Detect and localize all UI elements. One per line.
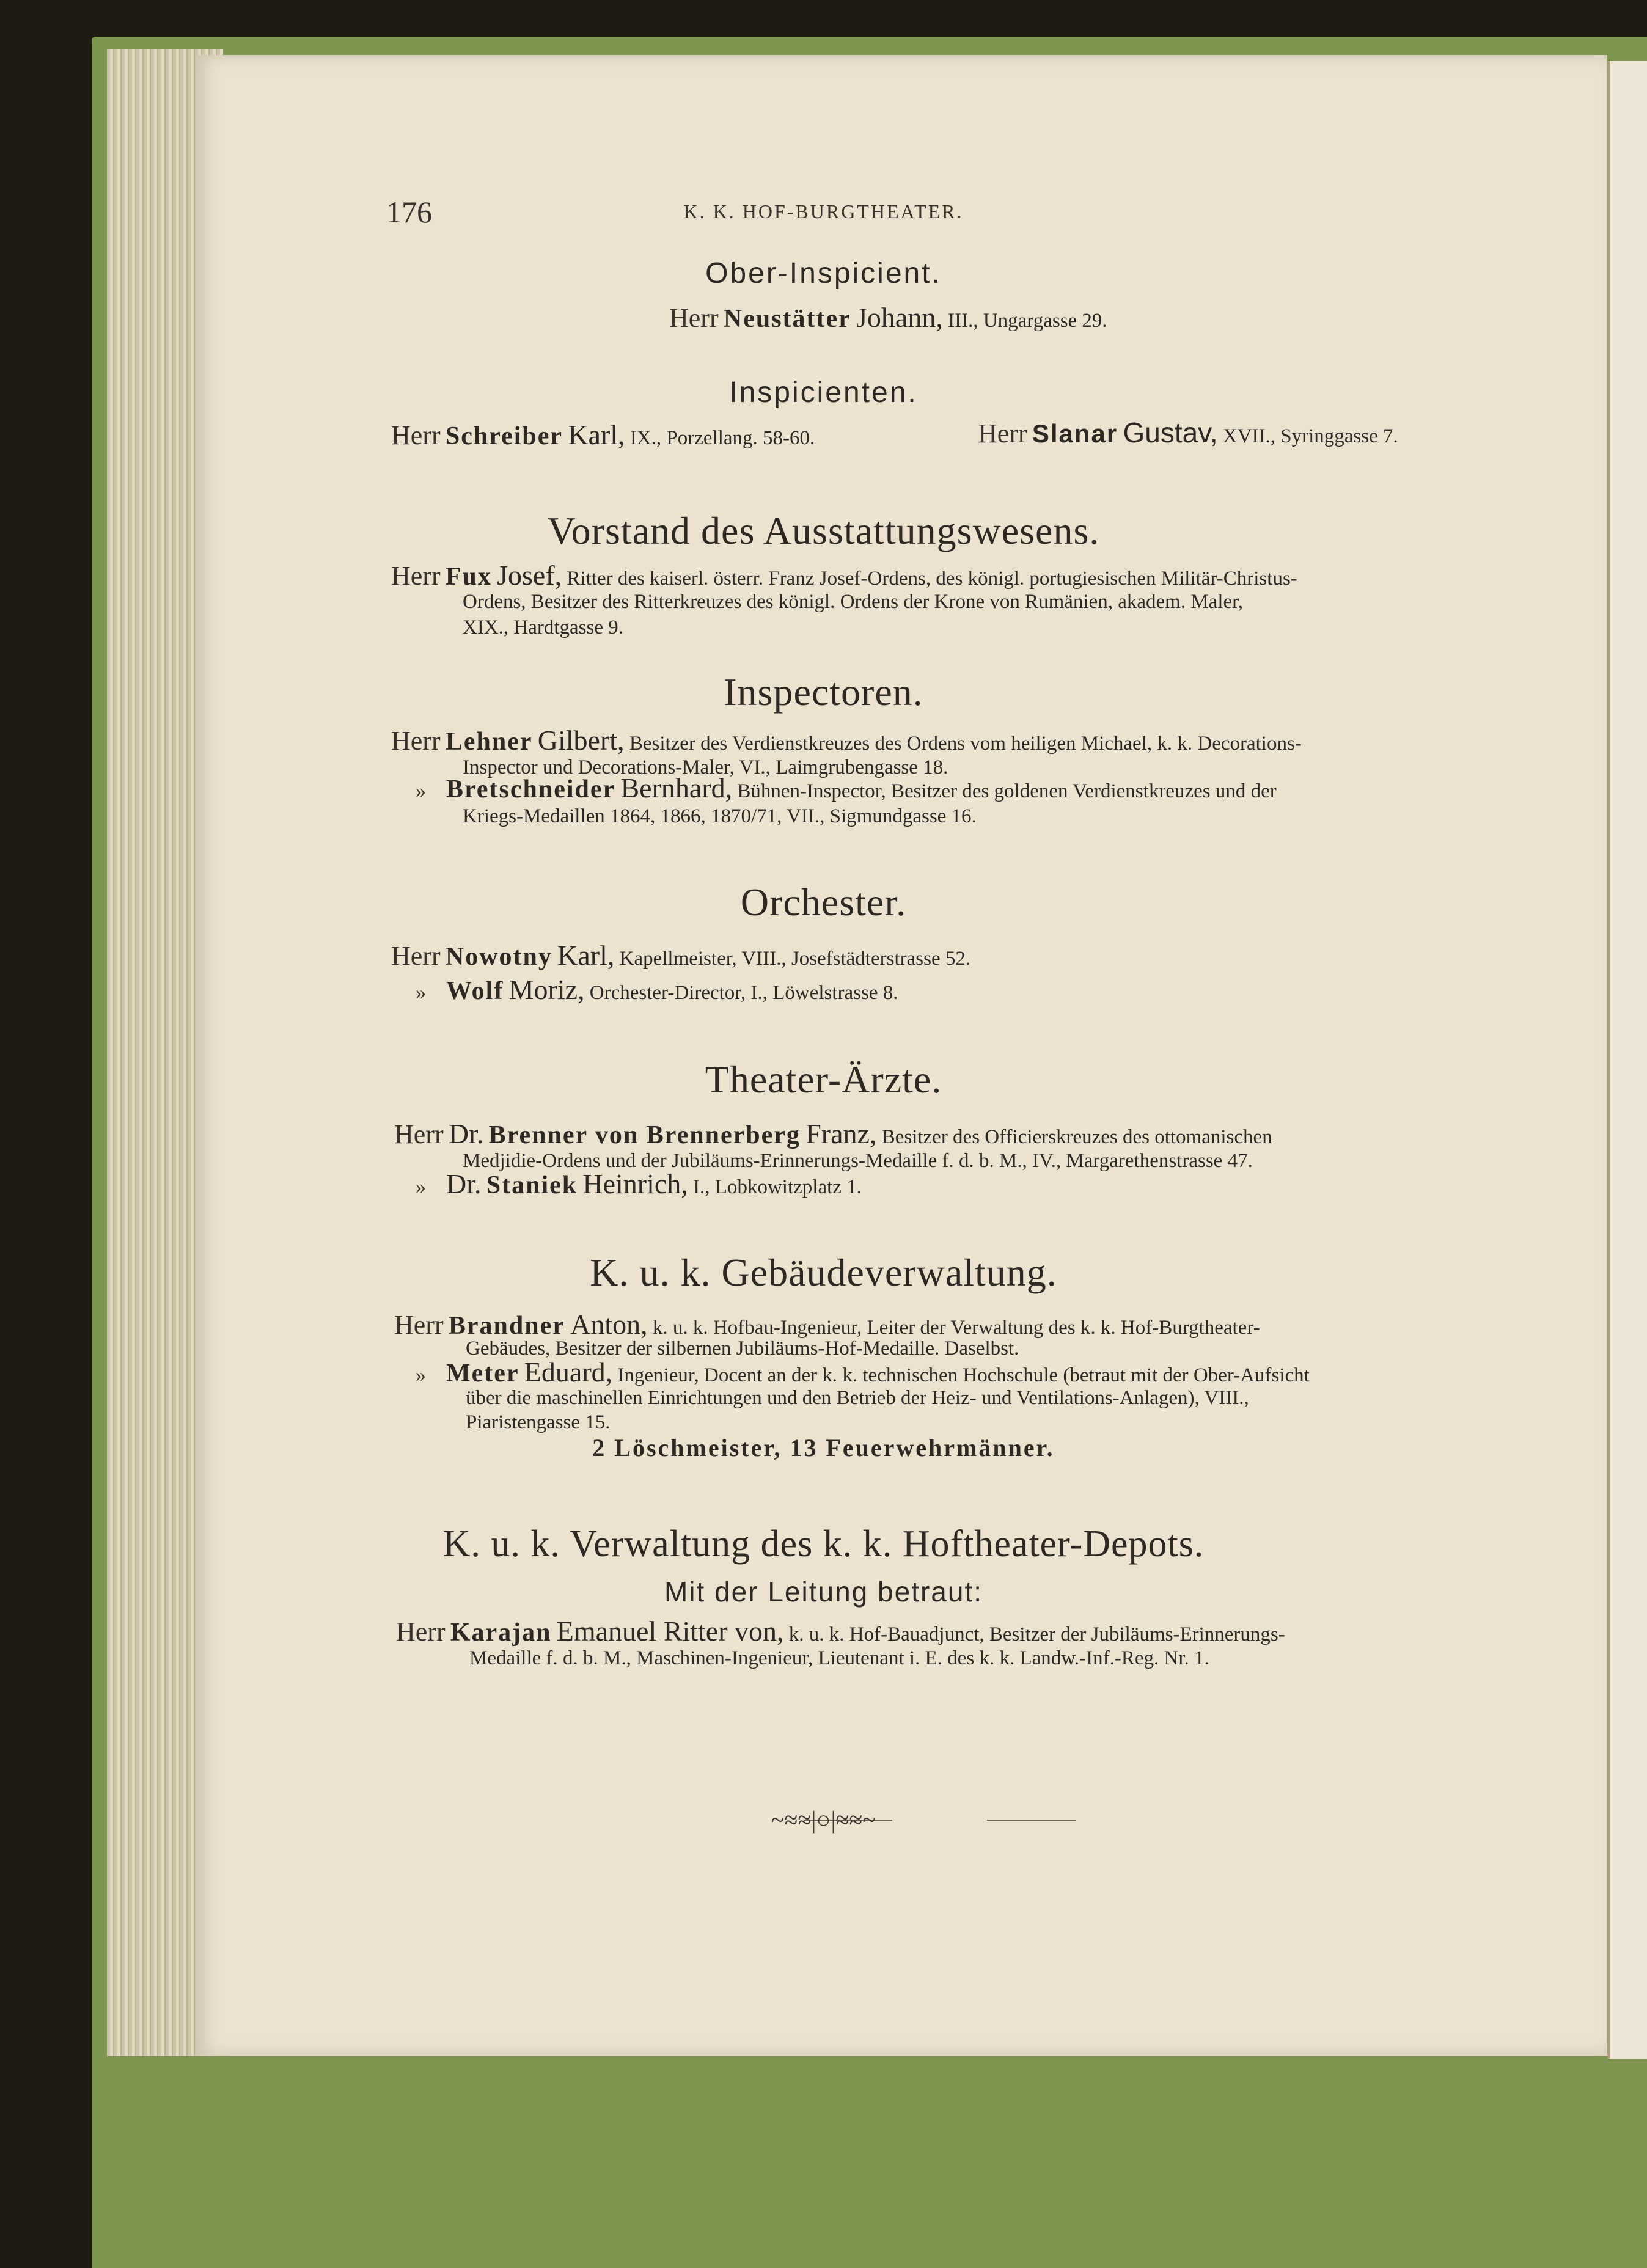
fire-brigade-note: 2 Löschmeister, 13 Feuerwehrmänner. xyxy=(592,1434,1055,1461)
heading-theater-aerzte: Theater-Ärzte. xyxy=(705,1058,942,1101)
ditto-mark: » xyxy=(416,1176,426,1198)
description-line-1: Bühnen-Inspector, Besitzer des goldenen Verdienstkreuzes und der xyxy=(737,780,1277,802)
surname: Lehner xyxy=(445,728,533,756)
brenner-description-line-2: Medjidie-Ordens und der Jubiläums-Erinnerungs-Medaille f. d. b. M., IV., Margarethenstrasse 47. xyxy=(463,1150,1253,1172)
given-name: Anton, xyxy=(570,1309,648,1340)
herr-label: Herr xyxy=(396,1617,446,1647)
heading-hoftheater-depots: K. u. k. Verwaltung des k. k. Hoftheater-Depots. xyxy=(442,1523,1205,1565)
meter-description-line-2: über die maschinellen Einrichtungen und den Betrieb der Heiz- und Ventilations-Anlagen), VIII., xyxy=(466,1387,1249,1409)
surname: Wolf xyxy=(446,977,504,1005)
description-line-1: Besitzer des Verdienstkreuzes des Ordens vom heiligen Michael, k. k. Decorations- xyxy=(629,733,1302,755)
entry-neustaetter xyxy=(669,304,1107,334)
surname: Neustätter xyxy=(723,305,851,333)
description-line-1: Ingenieur, Docent an der k. k. technischen Hochschule (betraut mit der Ober-Aufsicht xyxy=(617,1364,1310,1386)
description: Kapellmeister, VIII., Josefstädterstrasse 52. xyxy=(619,948,971,970)
ditto-mark: » xyxy=(416,1364,426,1386)
herr-label: Herr xyxy=(391,726,441,756)
title: Dr. xyxy=(448,1118,484,1149)
surname: Slanar xyxy=(1032,419,1118,448)
surname: Bretschneider xyxy=(446,775,616,803)
herr-label: Herr xyxy=(391,561,441,591)
entry-schreiber xyxy=(391,419,815,452)
description: Orchester-Director, I., Löwelstrasse 8. xyxy=(589,982,898,1004)
given-name: Josef, xyxy=(497,560,562,591)
entry-fux xyxy=(391,562,1297,592)
entry-wolf xyxy=(416,976,898,1006)
entry-karajan xyxy=(396,1615,1285,1648)
brandner-description-line-2: Gebäudes, Besitzer der silbernen Jubiläums-Hof-Medaille. Daselbst. xyxy=(466,1337,1019,1359)
surname: Brenner von Brennerberg xyxy=(488,1121,801,1149)
given-name: Johann, xyxy=(856,302,943,333)
herr-label: Herr xyxy=(391,420,441,450)
bretschneider-description-line-2: Kriegs-Medaillen 1864, 1866, 1870/71, VII., Sigmundgasse 16. xyxy=(463,805,977,827)
subheading-leitung: Mit der Leitung betraut: xyxy=(664,1576,983,1608)
entry-slanar xyxy=(978,419,1398,450)
heading-ausstattung: Vorstand des Ausstattungswesens. xyxy=(547,509,1100,552)
lehner-description-line-2: Inspector und Decorations-Maler, VI., Laimgrubengasse 18. xyxy=(463,756,948,778)
entry-nowotny xyxy=(391,942,970,972)
given-name: Gustav, xyxy=(1123,417,1218,448)
surname: Schreiber xyxy=(445,422,563,450)
description-line-1: Besitzer des Officierskreuzes des ottomanischen xyxy=(881,1126,1272,1148)
page xyxy=(196,55,1607,2056)
entry-brenner xyxy=(394,1118,1272,1150)
heading-ober-inspicient: Ober-Inspicient. xyxy=(705,257,942,290)
surname: Brandner xyxy=(448,1312,565,1340)
heading-inspectoren: Inspectoren. xyxy=(724,670,923,714)
karajan-description-line-2: Medaille f. d. b. M., Maschinen-Ingenieur, Lieutenant i. E. des k. k. Landw.-Inf.-Reg. Nr. 1. xyxy=(469,1647,1209,1669)
heading-orchester: Orchester. xyxy=(740,880,907,924)
given-name: Karl, xyxy=(557,940,615,971)
entry-staniek xyxy=(416,1168,862,1201)
given-name: Eduard, xyxy=(524,1356,613,1388)
given-name: Heinrich, xyxy=(582,1168,688,1199)
given-name: Moriz, xyxy=(508,974,585,1005)
description-line-1: k. u. k. Hof-Bauadjunct, Besitzer der Jubiläums-Erinnerungs- xyxy=(788,1623,1285,1645)
running-title: K. K. HOF-BURGTHEATER. xyxy=(683,200,964,222)
surname: Staniek xyxy=(486,1171,578,1199)
fux-description-line-2: Ordens, Besitzer des Ritterkreuzes des königl. Ordens der Krone von Rumänien, akadem. Maler, xyxy=(463,591,1244,613)
heading-gebaeudeverwaltung: K. u. k. Gebäudeverwaltung. xyxy=(590,1251,1057,1294)
title: Dr. xyxy=(446,1168,482,1199)
given-name: Franz, xyxy=(805,1118,877,1149)
herr-label: Herr xyxy=(978,419,1027,448)
ditto-mark: » xyxy=(416,981,426,1004)
description: I., Lobkowitzplatz 1. xyxy=(693,1176,862,1198)
description-line-1: k. u. k. Hofbau-Ingenieur, Leiter der Verwaltung des k. k. Hof-Burgtheater- xyxy=(652,1317,1260,1339)
address: XVII., Syringgasse 7. xyxy=(1222,425,1398,447)
heading-inspicienten: Inspicienten. xyxy=(729,376,918,409)
herr-label: Herr xyxy=(669,303,719,333)
given-name: Emanuel Ritter von, xyxy=(556,1615,784,1647)
address: III., Ungargasse 29. xyxy=(948,310,1107,332)
entry-lehner xyxy=(391,727,1302,757)
description-line-1: Ritter des kaiserl. österr. Franz Josef-Ordens, des königl. portugiesischen Militär-Christus- xyxy=(567,568,1297,590)
given-name: Gilbert, xyxy=(537,725,625,756)
fux-description-line-3: XIX., Hardtgasse 9. xyxy=(463,616,624,638)
surname: Meter xyxy=(446,1359,519,1388)
address: IX., Porzellang. 58-60. xyxy=(629,427,815,449)
ditto-mark: » xyxy=(416,780,426,802)
ornament-flourish: ~≈≈|○|≈≈~ xyxy=(771,1806,876,1834)
entry-bretschneider xyxy=(416,772,1277,805)
page-number: 176 xyxy=(386,195,432,229)
meter-description-line-3: Piaristengasse 15. xyxy=(466,1411,611,1433)
given-name: Karl, xyxy=(568,419,625,450)
surname: Nowotny xyxy=(445,943,552,971)
herr-label: Herr xyxy=(391,941,441,971)
herr-label: Herr xyxy=(394,1310,444,1340)
herr-label: Herr xyxy=(394,1119,444,1149)
surname: Karajan xyxy=(450,1619,552,1647)
surname: Fux xyxy=(445,563,492,591)
given-name: Bernhard, xyxy=(620,772,733,803)
